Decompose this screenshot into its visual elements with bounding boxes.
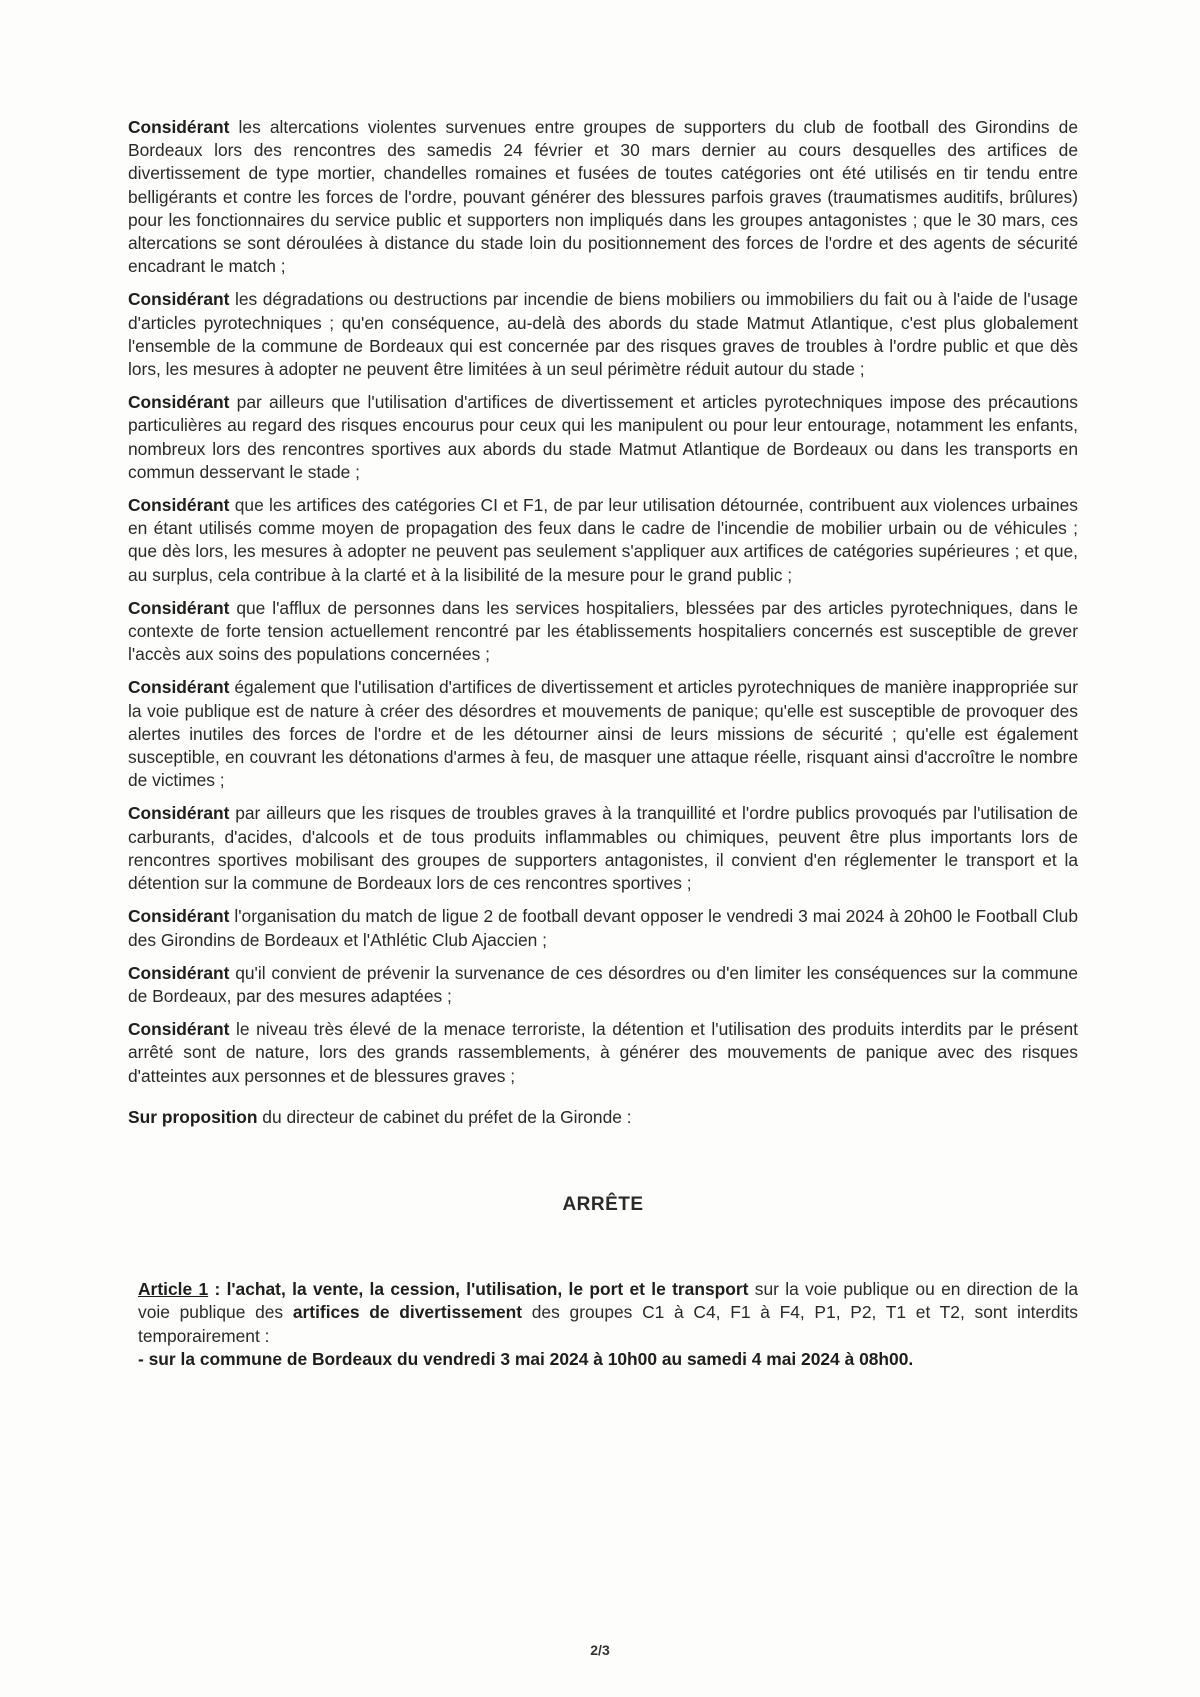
- proposition-paragraph: [128, 1106, 1078, 1129]
- considerant-text: également que l'utilisation d'artifices de divertissement et articles pyrotechniques de manière inappropriée sur la voie publique est de nature à créer des désordres et mouvements de panique; qu'elle est susceptible de provoquer des alertes inutiles des forces de l'ordre et de les détourner ainsi de leurs missions de sécurité ; qu'elle est également susceptible, en couvrant les détonations d'armes à feu, de masquer une attaque réelle, risquant ainsi d'accroître le nombre de victimes ;: [128, 677, 1078, 791]
- considerant-lead: Considérant: [128, 803, 230, 824]
- considerant-paragraph: [128, 391, 1078, 484]
- article-bold-text: l'achat, la vente, la cession, l'utilisation, le port et le transport: [226, 1279, 749, 1300]
- considerant-text: les dégradations ou destructions par incendie de biens mobiliers ou immobiliers du fait ou à l'aide de l'usage d'articles pyrotechniques ; qu'en conséquence, au-delà des abords du stade Matmut Atlantique, c'est plus globalement l'ensemble de la commune de Bordeaux qui est concernée par des risques graves de troubles à l'ordre public et que dès lors, les mesures à adopter ne peuvent être limitées à un seul périmètre réduit autour du stade ;: [128, 289, 1078, 380]
- proposition-lead: Sur proposition: [128, 1106, 258, 1127]
- considerant-text: par ailleurs que l'utilisation d'artifices de divertissement et articles pyrotechniques impose des précautions particulières au regard des risques encourus pour ceux qui les manipulent ou pour leur entourage, notamment les enfants, nombreux lors des rencontres sportives aux abords du stade Matmut Atlantique de Bordeaux ou dans les transports en commun desservant le stade ;: [128, 392, 1078, 482]
- considerant-lead: Considérant: [128, 392, 230, 413]
- article-label: Article 1: [138, 1279, 209, 1300]
- considerant-lead: Considérant: [128, 906, 230, 927]
- considerant-text: l'organisation du match de ligue 2 de football devant opposer le vendredi 3 mai 2024 à 20h00 le Football Club des Girondins de Bordeaux et l'Athlétic Club Ajaccien ;: [128, 906, 1078, 950]
- considerant-paragraph: [128, 494, 1078, 587]
- considerant-paragraph: [128, 116, 1078, 278]
- article-bullet: - sur la commune de Bordeaux du vendredi 3 mai 2024 à 10h00 au samedi 4 mai 2024 à 08h00.: [138, 1348, 914, 1369]
- considerant-paragraph: [128, 597, 1078, 667]
- considerant-lead: Considérant: [128, 495, 230, 516]
- considerant-paragraph: [128, 676, 1078, 792]
- considerant-lead: Considérant: [128, 289, 230, 310]
- proposition-text: du directeur de cabinet du préfet de la Gironde :: [257, 1106, 632, 1127]
- considerant-text: le niveau très élevé de la menace terroriste, la détention et l'utilisation des produits interdits par le présent arrêté sont de nature, lors des grands rassemblements, à générer des mouvements de panique avec des risques d'atteintes aux personnes et de blessures graves ;: [128, 1019, 1078, 1086]
- considerant-paragraph: [128, 288, 1078, 381]
- considerant-lead: Considérant: [128, 962, 230, 983]
- considerant-text: que les artifices des catégories CI et F1, de par leur utilisation détournée, contribuent aux violences urbaines en étant utilisés comme moyen de propagation des feux dans le cadre de l'incendie de mobilier urbain ou de véhicules ; que dès lors, les mesures à adopter ne peuvent pas seulement s'appliquer aux artifices de catégories supérieures ; et que, au surplus, cela contribue à la clarté et à la lisibilité de la mesure pour le grand public ;: [128, 495, 1078, 585]
- considerant-text: les altercations violentes survenues entre groupes de supporters du club de football des Girondins de Bordeaux lors des rencontres des samedis 24 février et 30 mars dernier au cours desquelles des artifices de divertissement de type mortier, chandelles romaines et fusées de toutes catégories ont été utilisés en tir tendu entre belligérants et contre les forces de l'ordre, pouvant générer des blessures parfois graves (traumatismes auditifs, brûlures) pour les fonctionnaires du service public et supporters non impliqués dans les groupes antagonistes ; que le 30 mars, ces altercations se sont déroulées à distance du stade loin du positionnement des forces de l'ordre et des agents de sécurité encadrant le match ;: [128, 117, 1078, 277]
- considerant-paragraph: [128, 802, 1078, 895]
- article-bold-text: artifices de divertissement: [292, 1302, 523, 1323]
- considerant-paragraph: [128, 962, 1078, 1008]
- considerant-lead: Considérant: [128, 117, 230, 137]
- considerant-text: par ailleurs que les risques de troubles graves à la tranquillité et l'ordre publics provoqués par l'utilisation de carburants, d'acides, d'alcools et de tous produits inflammables ou chimiques, peuvent être plus importants lors de rencontres sportives mobilisant des groupes de supporters antagonistes, il convient d'en réglementer le transport et la détention sur la commune de Bordeaux lors de ces rencontres sportives ;: [128, 803, 1078, 894]
- article-text: des groupes C1 à C4, F1 à F4, P1, P2, T1 et T2, sont interdits temporairement :: [138, 1302, 1078, 1346]
- considerant-text: que l'afflux de personnes dans les services hospitaliers, blessées par des articles pyrotechniques, dans le contexte de forte tension actuellement rencontré par les établissements hospitaliers concernés est susceptible de grever l'accès aux soins des populations concernées ;: [128, 597, 1078, 665]
- considerant-paragraph: [128, 905, 1078, 951]
- considerant-paragraph: [128, 1018, 1078, 1088]
- article-text: sur la voie publique ou en direction de la voie publique des: [138, 1279, 1079, 1323]
- document-page: [128, 116, 1078, 1381]
- decree-title: ARRÊTE: [562, 1193, 644, 1215]
- considerant-text: qu'il convient de prévenir la survenance de ces désordres ou d'en limiter les conséquences sur la commune de Bordeaux, par des mesures adaptées ;: [128, 962, 1078, 1006]
- article-1: [138, 1278, 1078, 1371]
- considerant-lead: Considérant: [128, 677, 230, 698]
- considerant-lead: Considérant: [128, 1019, 230, 1040]
- article-separator: :: [208, 1279, 227, 1300]
- page-number: 2/3: [590, 1642, 610, 1658]
- considerant-lead: Considérant: [128, 597, 230, 618]
